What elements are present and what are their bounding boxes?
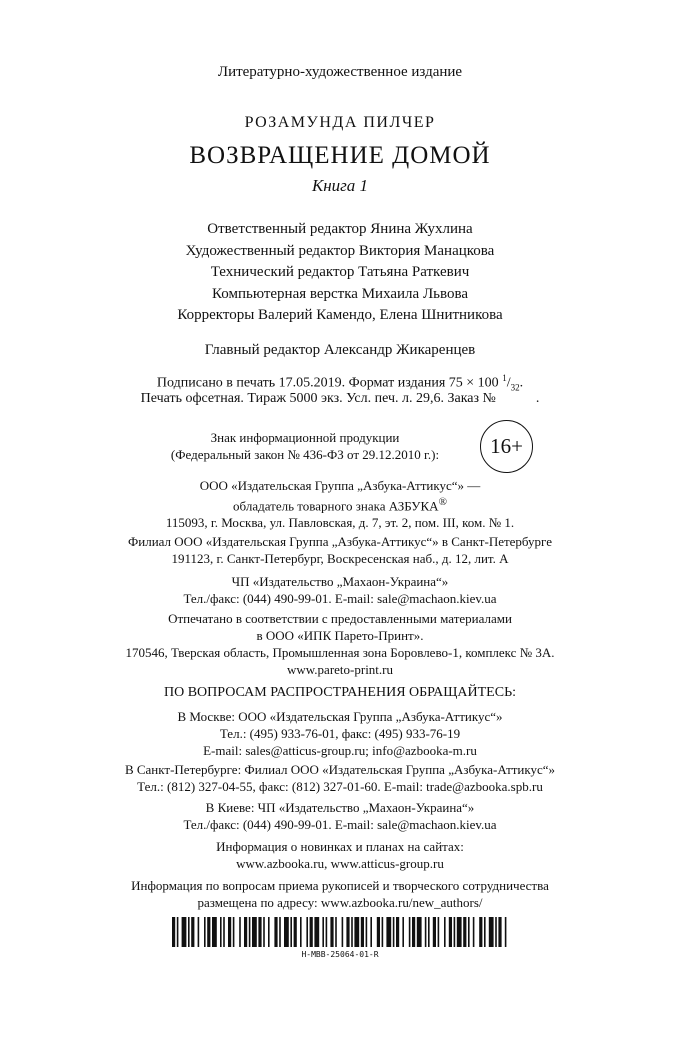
barcode-bar bbox=[449, 917, 452, 947]
publisher-line: ООО «Издательская Группа „Азбука-Аттикус“» — bbox=[199, 478, 481, 493]
news-line: www.azbooka.ru, www.atticus-group.ru bbox=[236, 856, 444, 871]
print-format-text: Подписано в печать 17.05.2019. Формат издания 75 × 100 bbox=[156, 375, 499, 391]
manuscripts-line: размещена по адресу: www.azbooka.ru/new_authors/ bbox=[197, 895, 483, 910]
registered-mark: ® bbox=[438, 496, 447, 508]
dist-line: Тел.: (812) 327-04-55, факс: (812) 327-01-60. E-mail: trade@azbooka.spb.ru bbox=[137, 779, 543, 794]
ukraine-block bbox=[0, 573, 680, 607]
barcode-bar bbox=[244, 917, 247, 947]
barcode-bar bbox=[258, 917, 261, 947]
barcode-bar bbox=[454, 917, 456, 947]
credit-line: Корректоры Валерий Камендо, Елена Шнитникова bbox=[177, 307, 503, 323]
barcode-bar bbox=[468, 917, 470, 947]
book-subtitle: Книга 1 bbox=[311, 176, 369, 195]
barcode-bar bbox=[351, 917, 353, 947]
barcode-bar bbox=[290, 917, 292, 947]
age-rating-badge: 16+ bbox=[480, 420, 533, 473]
barcode-bar bbox=[382, 917, 384, 947]
barcode-bar bbox=[444, 917, 446, 947]
dist-kiev-block bbox=[0, 799, 680, 833]
barcode-bar bbox=[182, 917, 187, 947]
barcode-bar bbox=[377, 917, 380, 947]
publisher-block bbox=[0, 477, 680, 531]
barcode-bar bbox=[239, 917, 241, 947]
barcode-bar bbox=[402, 917, 404, 947]
barcode-bar bbox=[322, 917, 324, 947]
branch-line: Филиал ООО «Издательская Группа „Азбука-Аттикус“» в Санкт-Петербурге bbox=[128, 534, 552, 549]
book-title: ВОЗВРАЩЕНИЕ ДОМОЙ bbox=[189, 142, 491, 169]
chief-editor: Главный редактор Александр Жикаренцев bbox=[204, 342, 476, 358]
barcode-bar bbox=[346, 917, 349, 947]
barcode-bar bbox=[361, 917, 364, 947]
branch-spb-block bbox=[0, 533, 680, 567]
author-name: РОЗАМУНДА ПИЛЧЕР bbox=[244, 114, 436, 131]
barcode-bar bbox=[294, 917, 297, 947]
barcode-label: Н-МВВ-25064-01-R bbox=[301, 950, 379, 959]
manuscripts-block bbox=[0, 877, 680, 911]
dist-line: E-mail: sales@atticus-group.ru; info@azbooka-m.ru bbox=[203, 743, 477, 758]
barcode-bar bbox=[505, 917, 507, 947]
barcode-bar bbox=[428, 917, 430, 947]
barcode-bar bbox=[354, 917, 359, 947]
barcode-bar bbox=[172, 917, 175, 947]
barcode-bar bbox=[223, 917, 225, 947]
ukraine-line: ЧП «Издательство „Махаон-Украина“» bbox=[231, 574, 449, 589]
dist-line: В Киеве: ЧП «Издательство „Махаон-Украина“» bbox=[205, 800, 475, 815]
barcode-bar bbox=[412, 917, 415, 947]
printer-line: в ООО «ИПК Парето-Принт». bbox=[256, 628, 424, 643]
credit-line: Ответственный редактор Янина Жухлина bbox=[207, 221, 473, 237]
dist-line: Тел.: (495) 933-76-01, факс: (495) 933-76-19 bbox=[219, 726, 461, 741]
barcode-bar bbox=[484, 917, 486, 947]
format-numerator: 1 bbox=[502, 373, 507, 383]
credit-line: Компьютерная верстка Михаила Львова bbox=[211, 285, 468, 302]
printer-line: 170546, Тверская область, Промышленная зона Боровлево-1, комплекс № 3А. bbox=[125, 645, 555, 660]
barcode-bar bbox=[268, 917, 270, 947]
barcode-bar bbox=[279, 917, 281, 947]
barcode-bar bbox=[489, 917, 494, 947]
barcode-bar bbox=[330, 917, 333, 947]
printer-block bbox=[0, 610, 680, 678]
sign-line2: (Федеральный закон № 436-ФЗ от 29.12.2010 г.): bbox=[170, 447, 440, 462]
barcode-bar bbox=[409, 917, 411, 947]
barcode-bar bbox=[370, 917, 372, 947]
barcode-bar bbox=[438, 917, 440, 947]
manuscripts-line: Информация по вопросам приема рукописей и творческого сотрудничества bbox=[131, 878, 549, 893]
barcode-bar bbox=[188, 917, 190, 947]
barcode-bar bbox=[177, 917, 179, 947]
barcode-bar bbox=[326, 917, 328, 947]
barcode-bar bbox=[204, 917, 206, 947]
print-order-text: Печать офсетная. Тираж 5000 экз. Усл. печ. л. 29,6. Заказ № bbox=[140, 391, 496, 406]
trademark-text: обладатель товарного знака АЗБУКА bbox=[233, 498, 439, 514]
barcode-bar bbox=[335, 917, 337, 947]
news-line: Информация о новинках и планах на сайтах: bbox=[216, 839, 464, 854]
barcode bbox=[172, 917, 507, 947]
dist-spb-block bbox=[0, 761, 680, 795]
edition-type: Литературно-художественное издание bbox=[217, 64, 463, 80]
barcode-bar bbox=[233, 917, 235, 947]
barcode-bar bbox=[473, 917, 475, 947]
barcode-bar bbox=[342, 917, 344, 947]
barcode-bar bbox=[463, 917, 466, 947]
dist-line: В Москве: ООО «Издательская Группа „Азбука-Аттикус“» bbox=[177, 709, 503, 724]
barcode-bar bbox=[263, 917, 265, 947]
barcode-bar bbox=[274, 917, 277, 947]
barcode-bar bbox=[417, 917, 422, 947]
barcode-bar bbox=[425, 917, 427, 947]
barcode-bar bbox=[306, 917, 308, 947]
barcode-bar bbox=[495, 917, 497, 947]
branch-line: 191123, г. Санкт-Петербург, Воскресенская наб., д. 12, лит. А bbox=[171, 551, 509, 566]
barcode-bar bbox=[252, 917, 257, 947]
barcode-bar bbox=[212, 917, 217, 947]
printer-line: www.pareto-print.ru bbox=[286, 662, 393, 677]
dist-line: Тел./факс: (044) 490-99-01. E-mail: sale@machaon.kiev.ua bbox=[183, 817, 497, 832]
print-info-line1: Подписано в печать 17.05.2019. Формат издания 75 × 100 $^1/_{32}$. bbox=[156, 373, 524, 393]
publisher-line: 115093, г. Москва, ул. Павловская, д. 7, эт. 2, пом. III, ком. № 1. bbox=[165, 515, 515, 531]
printer-line: Отпечатано в соответствии с предоставленными материалами bbox=[168, 611, 512, 626]
dist-line: В Санкт-Петербурге: Филиал ООО «Издательская Группа „Азбука-Аттикус“» bbox=[124, 762, 556, 777]
barcode-bar bbox=[457, 917, 462, 947]
credit-line: Технический редактор Татьяна Раткевич bbox=[210, 264, 470, 280]
barcode-bar bbox=[207, 917, 210, 947]
barcode-bar bbox=[249, 917, 251, 947]
barcode-bar bbox=[498, 917, 501, 947]
barcode-bar bbox=[314, 917, 319, 947]
barcode-bar bbox=[198, 917, 200, 947]
barcode-bar bbox=[191, 917, 194, 947]
barcode-bar bbox=[220, 917, 222, 947]
dist-moscow-block bbox=[0, 708, 680, 759]
barcode-bar bbox=[393, 917, 395, 947]
barcode-bar bbox=[310, 917, 313, 947]
barcode-bar bbox=[479, 917, 482, 947]
credits-block bbox=[0, 219, 680, 327]
barcode-bar bbox=[228, 917, 231, 947]
news-block bbox=[0, 838, 680, 872]
sign-line1: Знак информационной продукции bbox=[210, 430, 400, 445]
credit-line: Художественный редактор Виктория Манацкова bbox=[185, 242, 495, 259]
format-denominator: 32 bbox=[510, 382, 520, 393]
publisher-line bbox=[0, 494, 680, 514]
barcode-bar bbox=[366, 917, 368, 947]
barcode-bar bbox=[433, 917, 436, 947]
ukraine-line: Тел./факс: (044) 490-99-01. E-mail: sale@machaon.kiev.ua bbox=[183, 591, 497, 606]
print-info-line2: Печать офсетная. Тираж 5000 экз. Усл. печ. л. 29,6. Заказ № . bbox=[140, 391, 540, 406]
barcode-bar bbox=[284, 917, 289, 947]
distribution-heading: ПО ВОПРОСАМ РАСПРОСТРАНЕНИЯ ОБРАЩАЙТЕСЬ: bbox=[164, 685, 516, 700]
barcode-bar bbox=[300, 917, 302, 947]
info-product-sign bbox=[120, 429, 490, 463]
barcode-bar bbox=[396, 917, 399, 947]
barcode-bar bbox=[386, 917, 391, 947]
